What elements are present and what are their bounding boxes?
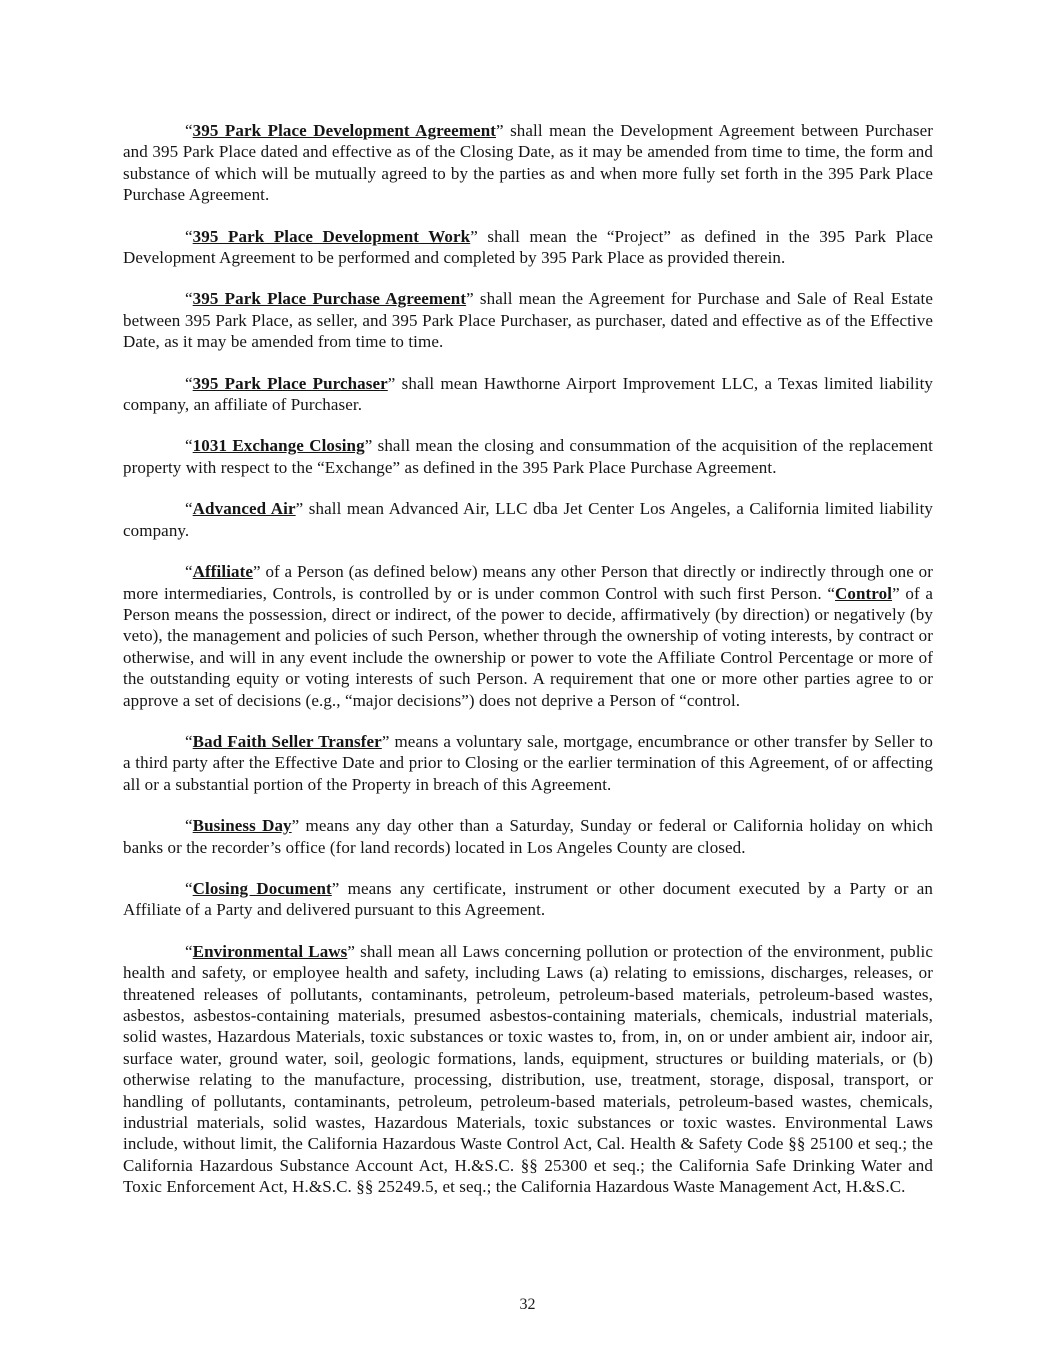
body-text: “	[185, 731, 193, 751]
body-text: “	[185, 878, 193, 898]
body-text: ” shall mean Advanced Air, LLC dba Jet Center Los Angeles, a California limited liability company.	[123, 499, 934, 540]
definition-business-day	[123, 815, 933, 858]
definition-environmental-laws	[123, 941, 933, 1198]
defined-term: Closing Document	[192, 878, 332, 898]
body-text: “	[185, 562, 193, 582]
definition-closing-document	[123, 878, 933, 921]
defined-term: Bad Faith Seller Transfer	[192, 731, 382, 751]
body-text: “	[185, 436, 193, 456]
definition-395-park-place-purchaser	[123, 373, 933, 416]
defined-term: Affiliate	[192, 562, 254, 582]
defined-term: Business Day	[192, 816, 292, 836]
body-text: ” means any certificate, instrument or other document executed by a Party or an Affiliate of a Party and delivered pursuant to this Agreement.	[123, 878, 933, 920]
defined-term: 395 Park Place Development Agreement	[192, 121, 497, 140]
defined-term: 395 Park Place Purchase Agreement	[192, 289, 467, 309]
body-text: ” shall mean the “Project” as defined in the 395 Park Place Development Agreement to be performed and completed by 395 Park Place as provided therein.	[123, 226, 934, 268]
body-text: “	[185, 499, 193, 519]
body-text: ” shall mean Hawthorne Airport Improvement LLC, a Texas limited liability company, an affiliate of Purchaser.	[123, 373, 933, 415]
defined-term: Environmental Laws	[192, 941, 348, 961]
body-text: ” shall mean the Development Agreement between Purchaser and 395 Park Place dated and effective as of the Closing Date, as it may be amended from time to time, the form and substance of which will be mutually agreed to by the parties as and when more fully set forth in the 395 Park Place Purchase Agreement.	[123, 121, 933, 205]
definition-advanced-air	[123, 498, 933, 541]
body-text: ” means a voluntary sale, mortgage, encumbrance or other transfer by Seller to a third party after the Effective Date and prior to Closing or the earlier termination of this Agreement, of or affecting all or a substantial portion of the Property in breach of this Agreement.	[123, 731, 933, 794]
body-text: “	[185, 121, 193, 140]
definition-bad-faith-seller-transfer	[123, 731, 933, 795]
body-text: “	[185, 373, 193, 393]
definition-1031-exchange-closing	[123, 435, 933, 478]
body-text: ” shall mean the Agreement for Purchase and Sale of Real Estate between 395 Park Place, as seller, and 395 Park Place Purchaser, as purchaser, dated and effective as of the Effective Date, as it may be amended from time to time.	[123, 289, 933, 352]
definition-395-park-place-purchase-agreement	[123, 288, 933, 352]
body-text: ” shall mean the closing and consummation of the acquisition of the replacement property with respect to the “Exchange” as defined in the 395 Park Place Purchase Agreement.	[123, 436, 933, 477]
body-text: ” means any day other than a Saturday, Sunday or federal or California holiday on which banks or the recorder’s office (for land records) located in Los Angeles County are closed.	[123, 816, 934, 857]
definition-395-park-place-development-agreement	[123, 120, 933, 206]
body-text: “	[185, 941, 193, 961]
defined-term: Control	[835, 583, 893, 603]
defined-term: 1031 Exchange Closing	[192, 436, 365, 456]
defined-term: 395 Park Place Development Work	[192, 226, 471, 246]
page-number: 32	[519, 1296, 536, 1313]
body-text: “	[185, 816, 193, 836]
body-text: ” of a Person (as defined below) means any other Person that directly or indirectly through one or more intermediaries, Controls, is controlled by or is under common Control with such first Person. “	[123, 562, 933, 603]
definition-affiliate	[123, 561, 933, 711]
body-text: “	[185, 226, 193, 246]
defined-term: Advanced Air	[192, 499, 296, 519]
defined-term: 395 Park Place Purchaser	[192, 373, 388, 393]
definition-395-park-place-development-work	[123, 226, 933, 269]
body-text: ” shall mean all Laws concerning pollution or protection of the environment, public health and safety, or employee health and safety, including Laws (a) relating to emissions, discharges, releases, or threatened releases of pollutants, contaminants, petroleum, petroleum-based materials, petroleum-based wastes, asbestos, asbestos-containing materials, presumed asbestos-containing materials, chemicals, industrial materials, solid wastes, Hazardous Materials, toxic substances or toxic wastes to, from, in, on or under ambient air, indoor air, surface water, ground water, soil, geologic formations, lands, equipment, structures or building materials, or (b) otherwise relating to the manufacture, processing, distribution, use, treatment, storage, disposal, transport, or handling of pollutants, contaminants, petroleum, petroleum-based materials, petroleum-based wastes, chemicals, industrial materials, solid wastes, Hazardous Materials, toxic substances or toxic wastes. Environmental Laws include, without limit, the California Hazardous Waste Control Act, Cal. Health & Safety Code §§ 25100 et seq.; the California Hazardous Substance Account Act, H.&S.C. §§ 25300 et seq.; the California Safe Drinking Water and Toxic Enforcement Act, H.&S.C. §§ 25249.5, et seq.; the California Hazardous Waste Management Act, H.&S.C.	[123, 941, 933, 1197]
document-content	[123, 120, 933, 1218]
body-text: “	[185, 289, 193, 309]
body-text: ” of a Person means the possession, direct or indirect, of the power to decide, affirmatively (by direction) or negatively (by veto), the management and policies of such Person, whether through the ownership of voting interests, by contract or otherwise, and will in any event include the ownership or power to vote the Affiliate Control Percentage or more of the outstanding equity or voting interests of such Person. A requirement that one or more other parties agree to or approve a set of decisions (e.g., “major decisions”) does not deprive a Person of “control.	[123, 583, 933, 710]
